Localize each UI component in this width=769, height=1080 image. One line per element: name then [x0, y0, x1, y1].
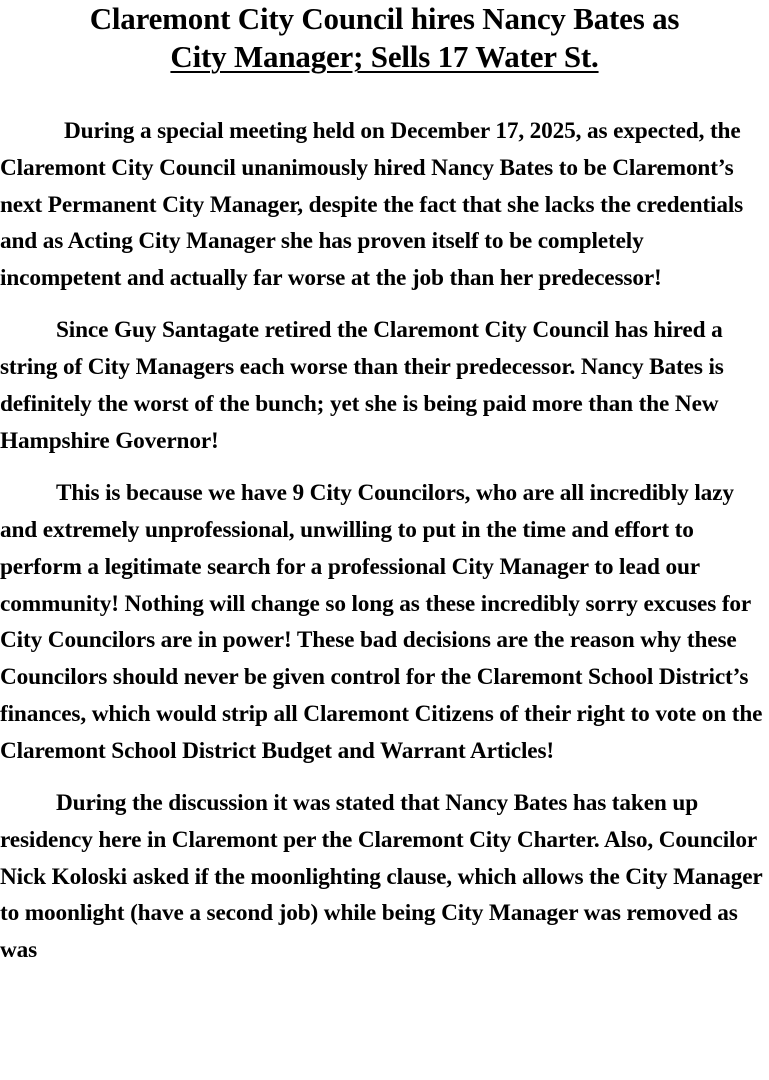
- paragraph-city-managers: Since Guy Santagate retired the Claremont City Council has hired a string of City Managers each worse than their predecessor. Nancy Bates is definitely the worst of the bunch; yet she is being paid more than the New Hampshire Governor!: [0, 317, 724, 454]
- article-body: [0, 113, 769, 985]
- paragraph-special-meeting: During a special meeting held on December 17, 2025, as expected, the Claremont City Council unanimously hired Nancy Bates to be Claremont’s next Permanent City Manager, despite the fact that she lacks the credentials and as Acting City Manager she has proven itself to be completely incompetent and actually far worse at the job than her predecessor!: [0, 118, 744, 292]
- headline-line-1: Claremont City Council hires Nancy Bates as: [89, 1, 680, 36]
- paragraph-city-councilors: This is because we have 9 City Councilors, who are all incredibly lazy and extremely unprofessional, unwilling to put in the time and effort to perform a legitimate search for a professional City Manager to lead our community! Nothing will change so long as these incredibly sorry excuses for City Councilors are in power! These bad decisions are the reason why these Councilors should never be given control for the Claremont School District’s finances, which would strip all Claremont Citizens of their right to vote on the Claremont School District Budget and Warrant Articles!: [0, 480, 763, 764]
- headline-line-2: City Manager; Sells 17 Water St.: [170, 39, 599, 74]
- paragraph-discussion: During the discussion it was stated that Nancy Bates has taken up residency here in Claremont per the Claremont City Charter. Also, Councilor Nick Koloski asked if the moonlighting clause, which allows the City Manager to moonlight (have a second job) while being City Manager was removed as was: [0, 790, 763, 964]
- article-headline: [0, 0, 769, 76]
